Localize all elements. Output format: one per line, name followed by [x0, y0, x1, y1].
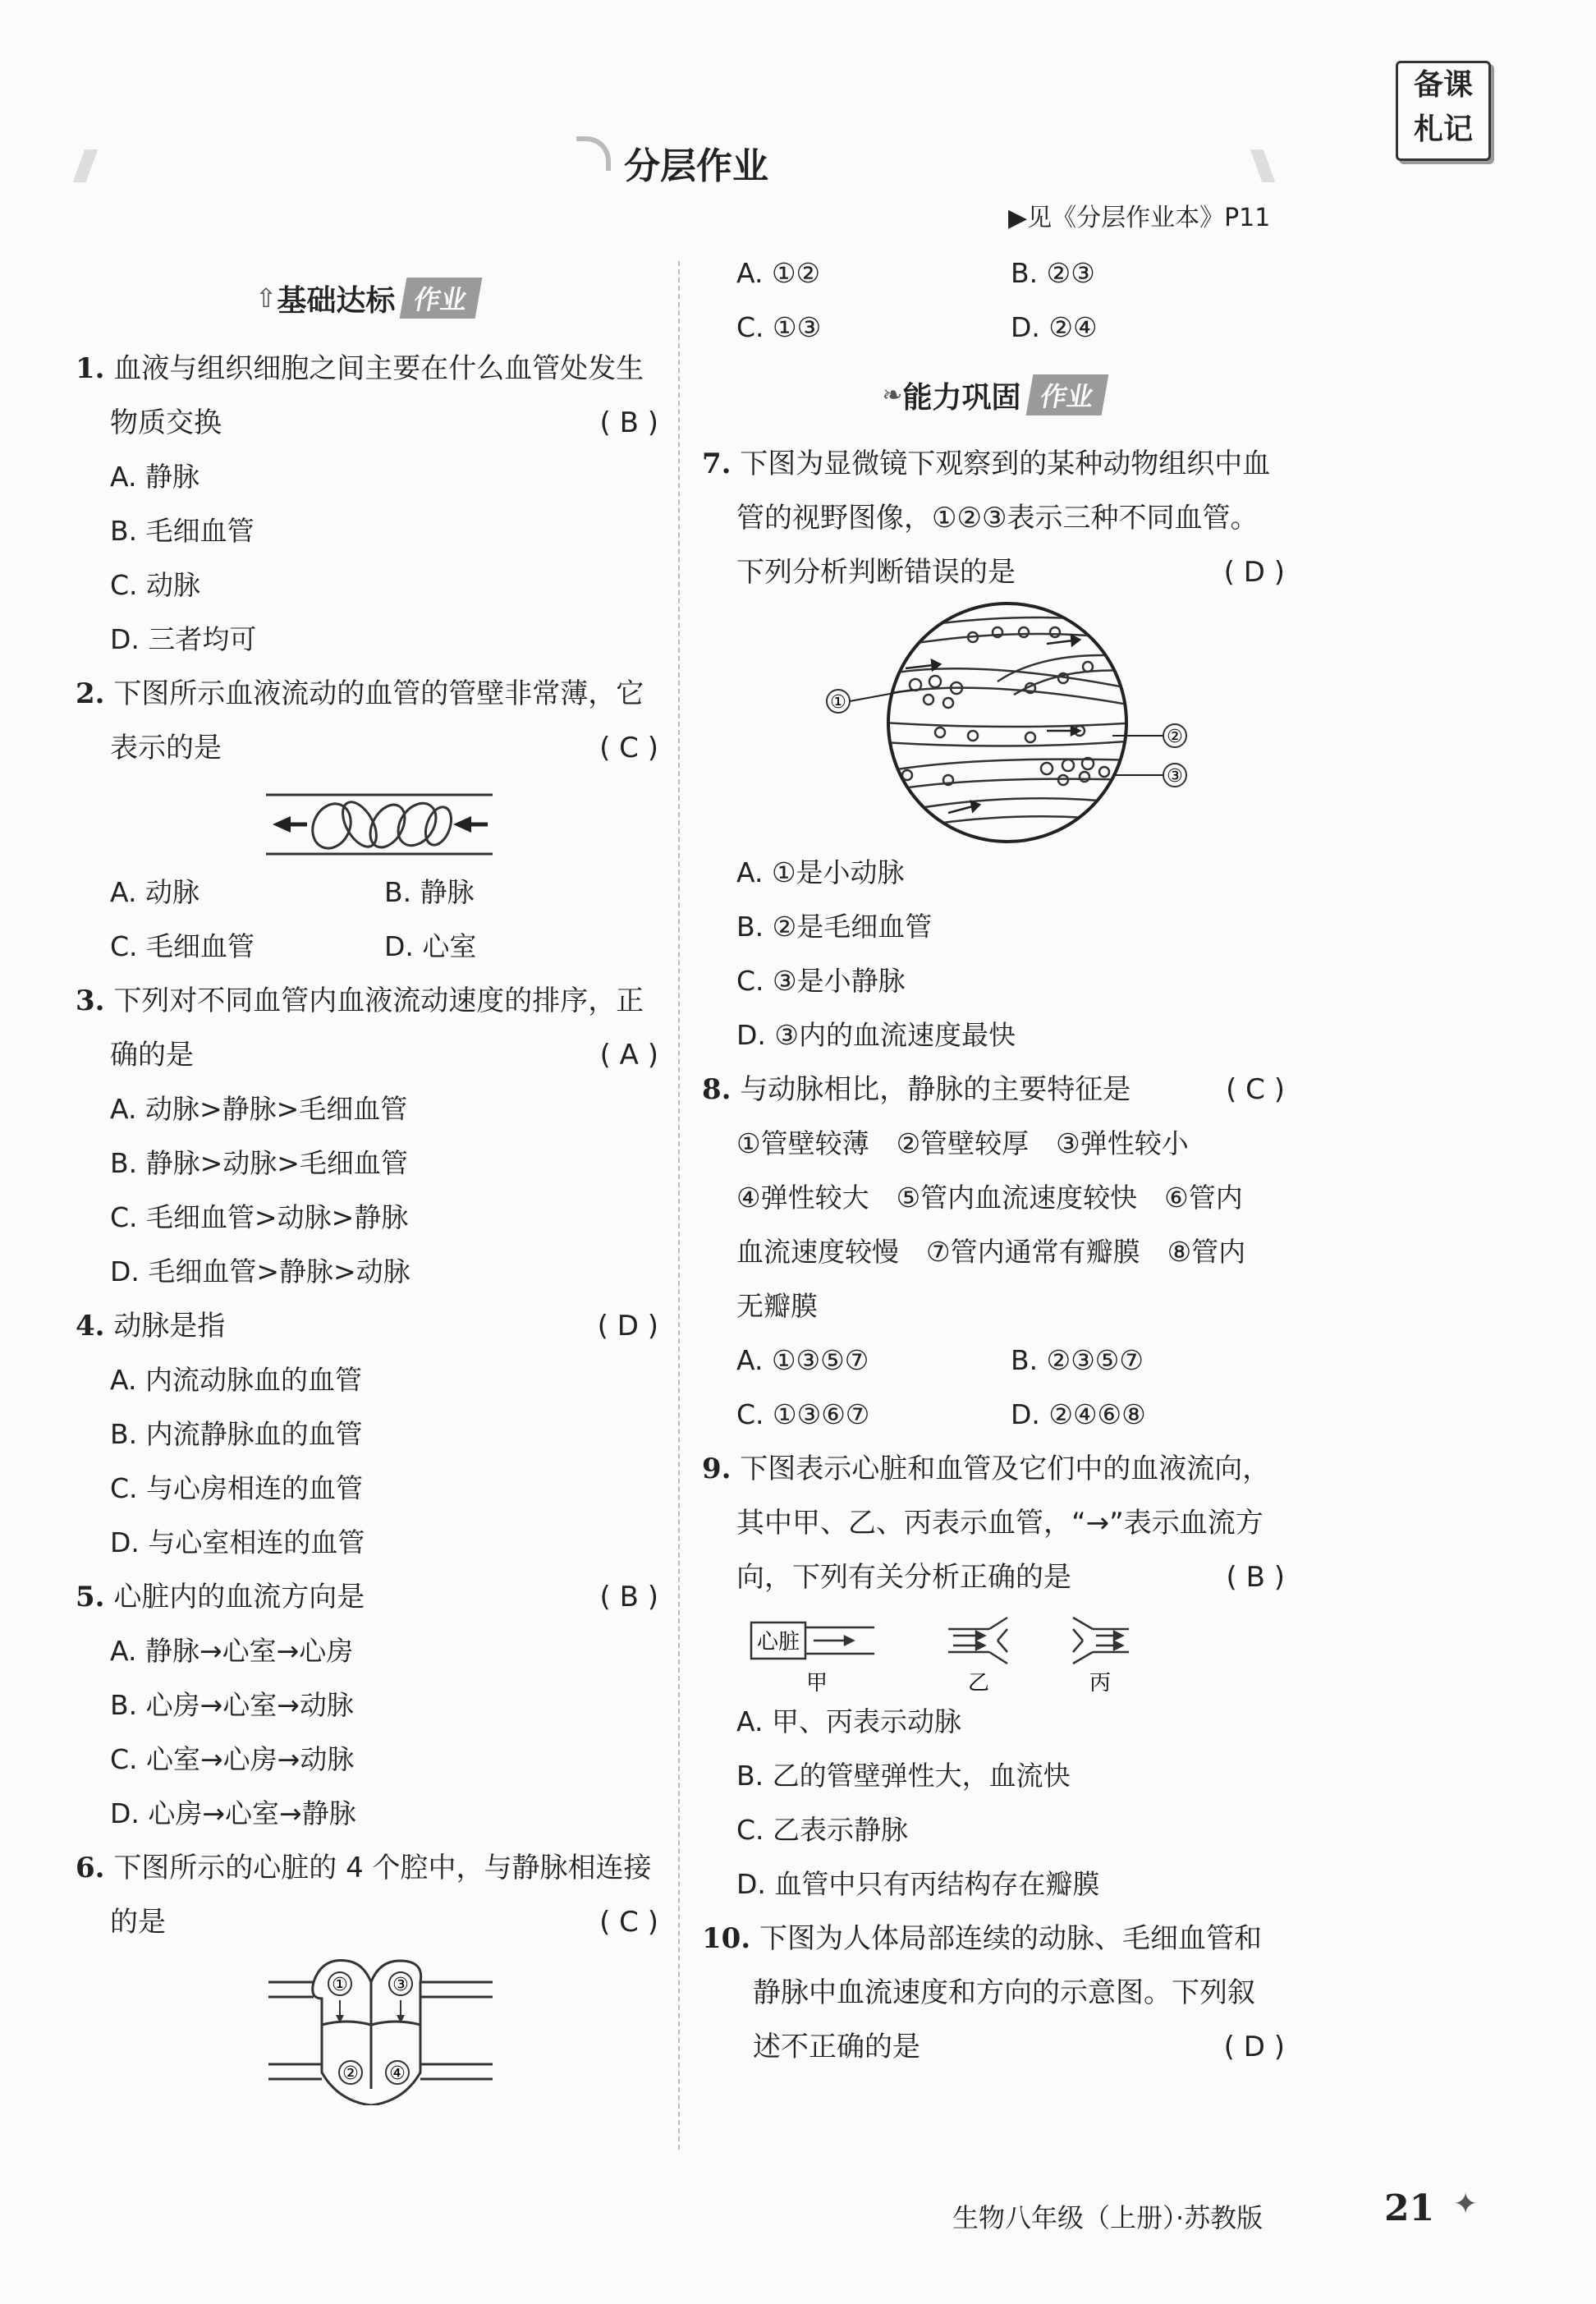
question-number: 6.	[76, 1852, 105, 1884]
heart-box-label: 心脏	[756, 1630, 800, 1655]
option: C. 动脉	[110, 569, 201, 601]
option: A. 静脉→心室→心房	[110, 1635, 354, 1667]
answer-mark: ( C )	[1226, 1073, 1285, 1106]
section-basic-tag: 作业	[400, 278, 483, 319]
notes-badge-line1: 备课	[1413, 68, 1473, 102]
question-text: 下列分析判断错误的是	[736, 556, 1016, 589]
vessel-yi-label: 乙	[967, 1671, 990, 1695]
leaf-icon: ❧	[882, 380, 903, 410]
option: D. ②④	[1011, 311, 1098, 343]
vessel-label-2: ②	[1167, 727, 1183, 747]
statement-line: ④弹性较大 ⑤管内血流速度较快 ⑥管内	[736, 1182, 1243, 1214]
left-column	[76, 263, 658, 2105]
question-text: 下列对不同血管内血液流动速度的排序，正	[113, 984, 644, 1017]
question-number: 5.	[76, 1581, 105, 1613]
question-7	[702, 437, 1285, 1063]
answer-mark: ( C )	[599, 1906, 658, 1939]
option: A. 动脉	[110, 876, 200, 908]
option: D. 血管中只有丙结构存在瓣膜	[736, 1868, 1100, 1900]
option: B. 乙的管壁弹性大，血流快	[736, 1760, 1071, 1792]
question-4	[76, 1299, 658, 1570]
question-text: 下图为人体局部连续的动脉、毛细血管和	[759, 1922, 1262, 1955]
up-arrow-icon: ⇧	[255, 282, 277, 314]
question-number: 1.	[76, 352, 105, 385]
notes-badge	[1396, 61, 1491, 161]
question-text: 血液与组织细胞之间主要在什么血管处发生	[113, 352, 644, 385]
answer-mark: ( B )	[599, 406, 658, 439]
question-1	[76, 342, 658, 667]
question-number: 4.	[76, 1310, 105, 1342]
question-text: 心脏内的血流方向是	[113, 1581, 365, 1613]
star-decoration-icon: ✦	[1453, 2187, 1479, 2221]
vessel-label-3: ③	[1167, 766, 1183, 787]
question-text: 下图所示血液流动的血管的管壁非常薄，它	[113, 677, 644, 710]
option: C. ①③	[736, 311, 822, 343]
q6-options-row2	[702, 301, 1285, 355]
header-slash-right	[1250, 149, 1276, 182]
option: B. 静脉>动脉>毛细血管	[110, 1147, 408, 1179]
right-column	[702, 246, 1285, 2074]
option: B. ②③⑤⑦	[1011, 1344, 1144, 1376]
vessel-jia-label: 甲	[805, 1671, 828, 1695]
header-swoosh-icon	[576, 136, 611, 171]
question-9	[702, 1442, 1285, 1912]
answer-mark: ( D )	[1223, 556, 1285, 589]
heart-label-4: ④	[389, 2063, 406, 2084]
option: C. 毛细血管	[110, 930, 255, 962]
option: A. 静脉	[110, 461, 200, 493]
heart-figure	[76, 1949, 658, 2105]
answer-mark: ( A )	[599, 1039, 658, 1072]
option: D. 心室	[384, 930, 477, 962]
answer-mark: ( D )	[597, 1310, 658, 1342]
reference-text: 见《分层作业本》P11	[1027, 204, 1271, 232]
option: B. ②③	[1011, 257, 1095, 289]
capillary-diagram	[76, 775, 658, 865]
option: C. ①③⑥⑦	[736, 1398, 870, 1430]
option: B. 内流静脉血的血管	[110, 1418, 363, 1450]
option: C. 乙表示静脉	[736, 1814, 909, 1846]
section-basic	[76, 263, 658, 333]
question-number: 7.	[702, 447, 732, 480]
question-text: 下图为显微镜下观察到的某种动物组织中血	[740, 447, 1271, 480]
option: D. ③内的血流速度最快	[736, 1019, 1016, 1051]
statement-line: 血流速度较慢 ⑦管内通常有瓣膜 ⑧管内	[736, 1236, 1246, 1268]
section-ability	[702, 360, 1285, 430]
option: D. 毛细血管>静脉>动脉	[110, 1255, 410, 1287]
section-ability-tag: 作业	[1025, 374, 1108, 415]
question-number: 8.	[702, 1073, 732, 1106]
microscope-diagram	[702, 599, 1285, 846]
section-basic-title: 基础达标	[277, 283, 396, 318]
column-divider	[678, 261, 680, 2150]
capillary-figure	[76, 775, 658, 865]
header-slash-left	[73, 149, 99, 182]
question-text: 确的是	[110, 1039, 194, 1072]
notes-badge-line2: 札记	[1413, 112, 1473, 146]
answer-mark: ( D )	[1223, 2031, 1285, 2063]
heart-label-1: ①	[332, 1975, 348, 1995]
question-2	[76, 667, 658, 974]
question-text: 向，下列有关分析正确的是	[736, 1561, 1071, 1594]
option: D. 心房→心室→静脉	[110, 1797, 356, 1829]
heart-label-3: ③	[392, 1975, 409, 1995]
q6-options-row1	[702, 246, 1285, 301]
answer-mark: ( C )	[599, 732, 658, 764]
question-text: 动脉是指	[113, 1310, 226, 1342]
option: C. 与心房相连的血管	[110, 1472, 364, 1504]
question-text: 述不正确的是	[753, 2031, 920, 2063]
option: B. 毛细血管	[110, 515, 255, 547]
option: A. 内流动脉血的血管	[110, 1364, 362, 1396]
page-number: 21	[1384, 2187, 1435, 2229]
question-text: 的是	[110, 1906, 166, 1939]
page-title: 分层作业	[624, 145, 768, 187]
microscope-figure	[702, 599, 1285, 846]
vessel-bing-label: 丙	[1089, 1671, 1112, 1695]
answer-mark: ( B )	[1226, 1561, 1285, 1594]
heart-label-2: ②	[342, 2063, 359, 2084]
vessel-label-1: ①	[830, 692, 846, 713]
play-arrow-icon: ▶	[1008, 204, 1028, 232]
option: A. ①③⑤⑦	[736, 1344, 869, 1376]
option: B. 静脉	[384, 876, 475, 908]
question-text: 物质交换	[110, 406, 222, 439]
vessel-types-figure	[702, 1604, 1285, 1695]
question-text: 下图表示心脏和血管及它们中的血液流向，	[740, 1453, 1271, 1485]
option: B. 心房→心室→动脉	[110, 1689, 354, 1721]
question-5	[76, 1570, 658, 1841]
statement-line: ①管壁较薄 ②管壁较厚 ③弹性较小	[736, 1127, 1189, 1159]
option: A. ①②	[736, 257, 821, 289]
option: A. ①是小动脉	[736, 856, 905, 888]
question-number: 9.	[702, 1453, 732, 1485]
option: C. 心室→心房→动脉	[110, 1743, 355, 1775]
question-10	[702, 1912, 1285, 2074]
question-number: 2.	[76, 677, 105, 710]
option: D. 三者均可	[110, 623, 257, 655]
question-3	[76, 974, 658, 1299]
option: C. 毛细血管>动脉>静脉	[110, 1201, 409, 1233]
question-number: 10.	[702, 1922, 751, 1955]
vessel-types-diagram	[702, 1604, 1285, 1695]
question-text: 其中甲、乙、丙表示血管，“→”表示血流方	[736, 1507, 1264, 1540]
question-text: 管的视野图像，①②③表示三种不同血管。	[736, 502, 1259, 535]
question-text: 与动脉相比，静脉的主要特征是	[740, 1073, 1131, 1106]
section-ability-title: 能力巩固	[902, 380, 1021, 415]
option: A. 动脉>静脉>毛细血管	[110, 1093, 408, 1125]
answer-mark: ( B )	[599, 1581, 658, 1613]
option: D. 与心室相连的血管	[110, 1526, 365, 1558]
question-text: 静脉中血流速度和方向的示意图。下列叙	[753, 1976, 1255, 2009]
option: A. 甲、丙表示动脉	[736, 1705, 961, 1737]
heart-diagram	[76, 1949, 658, 2105]
option: D. ②④⑥⑧	[1011, 1398, 1146, 1430]
option: B. ②是毛细血管	[736, 911, 933, 943]
reference-note	[1008, 197, 1270, 233]
question-6	[76, 1841, 658, 2105]
option: C. ③是小静脉	[736, 965, 906, 997]
question-text: 下图所示的心脏的 4 个腔中，与静脉相连接	[113, 1852, 652, 1884]
question-8	[702, 1063, 1285, 1442]
question-text: 表示的是	[110, 732, 222, 764]
footer-book-info: 生物八年级（上册）·苏教版	[952, 2202, 1264, 2233]
question-number: 3.	[76, 984, 105, 1017]
statement-line: 无瓣膜	[736, 1290, 818, 1322]
